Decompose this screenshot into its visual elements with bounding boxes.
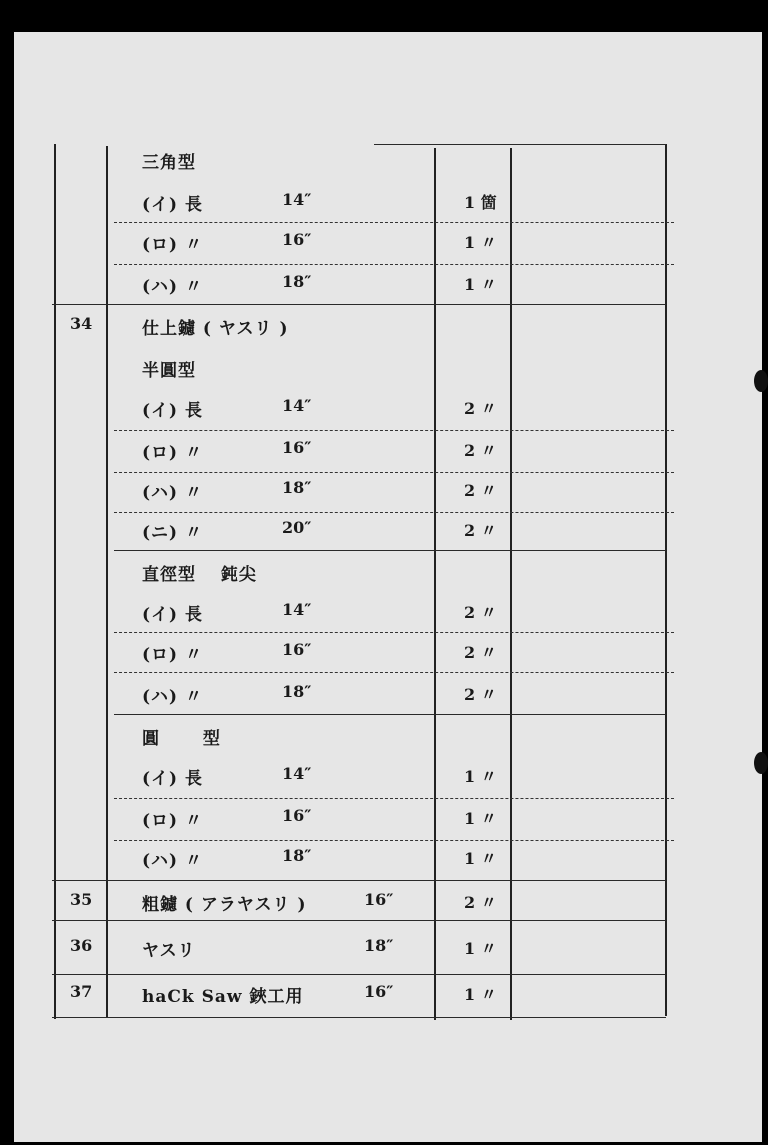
row-rule [114,672,674,673]
item-description: (ハ) 〃 [142,851,204,871]
group-rule [52,920,666,921]
item-quantity: 2 〃 [464,685,497,704]
item-quantity: 2 〃 [464,399,497,418]
item-size: 16″ [282,438,312,457]
item-description: (ハ) 〃 [142,483,204,503]
quantity-column-left-rule [434,148,436,1020]
group-rule [52,880,666,881]
item-quantity: 1 〃 [464,275,497,294]
item-number: 37 [70,982,93,1001]
item-size: 18″ [364,936,394,955]
item-description: (ロ) 〃 [142,811,204,831]
right-border [665,144,667,1016]
item-description: 圓 型 [142,729,221,749]
bottom-rule [52,1017,666,1018]
binding-hole [754,370,768,392]
item-quantity: 2 〃 [464,643,497,662]
item-size: 18″ [282,478,312,497]
row-rule [114,430,674,431]
left-border [54,144,56,1019]
document-page [14,32,762,1142]
item-number: 36 [70,936,93,955]
row-rule [114,714,666,715]
item-description: (イ) 長 [142,195,204,215]
item-quantity: 2 〃 [464,521,497,540]
item-description: ヤスリ [142,941,196,961]
item-description: haCk Saw 鋏工用 [142,987,304,1007]
item-size: 18″ [282,846,312,865]
quantity-column-right-rule [510,148,512,1020]
group-rule [52,974,666,975]
item-quantity: 2 〃 [464,603,497,622]
item-description: (イ) 長 [142,401,204,421]
item-size: 14″ [282,764,312,783]
item-description: 直徑型 鈍尖 [142,565,257,585]
item-quantity: 1 〃 [464,939,497,958]
item-description: (ハ) 〃 [142,687,204,707]
item-description: 仕上鑢 ( ヤスリ ) [142,319,289,339]
top-rule [374,144,666,145]
item-description: (イ) 長 [142,769,204,789]
item-description: (ニ) 〃 [142,523,204,543]
row-rule [114,632,674,633]
item-size: 16″ [282,806,312,825]
item-quantity: 1 〃 [464,809,497,828]
item-description: (ハ) 〃 [142,277,204,297]
row-rule [114,550,666,551]
item-quantity: 1 〃 [464,849,497,868]
item-size: 20″ [282,518,312,537]
item-description: 三角型 [142,153,196,173]
item-description: (ロ) 〃 [142,235,204,255]
item-size: 16″ [282,230,312,249]
binding-hole [754,752,768,774]
item-number: 35 [70,890,93,909]
item-quantity: 2 〃 [464,481,497,500]
row-rule [114,840,674,841]
row-rule [114,472,674,473]
item-quantity: 2 〃 [464,441,497,460]
item-number: 34 [70,314,93,333]
item-size: 16″ [282,640,312,659]
item-quantity: 2 〃 [464,893,497,912]
item-quantity: 1 〃 [464,767,497,786]
item-description: (イ) 長 [142,605,204,625]
item-size: 18″ [282,682,312,701]
item-description: 半圓型 [142,361,196,381]
row-rule [114,512,674,513]
group-rule [52,304,666,305]
item-size: 18″ [282,272,312,291]
item-size: 14″ [282,396,312,415]
item-quantity: 1 〃 [464,233,497,252]
item-quantity: 1 〃 [464,985,497,1004]
item-description: 粗鑢 ( アラヤスリ ) [142,895,307,915]
item-size: 14″ [282,600,312,619]
item-quantity: 1 箇 [464,193,497,212]
row-rule [114,264,674,265]
number-column-rule [106,146,108,1018]
item-size: 14″ [282,190,312,209]
item-description: (ロ) 〃 [142,443,204,463]
item-size: 16″ [364,982,394,1001]
row-rule [114,798,674,799]
item-description: (ロ) 〃 [142,645,204,665]
row-rule [114,222,674,223]
item-size: 16″ [364,890,394,909]
